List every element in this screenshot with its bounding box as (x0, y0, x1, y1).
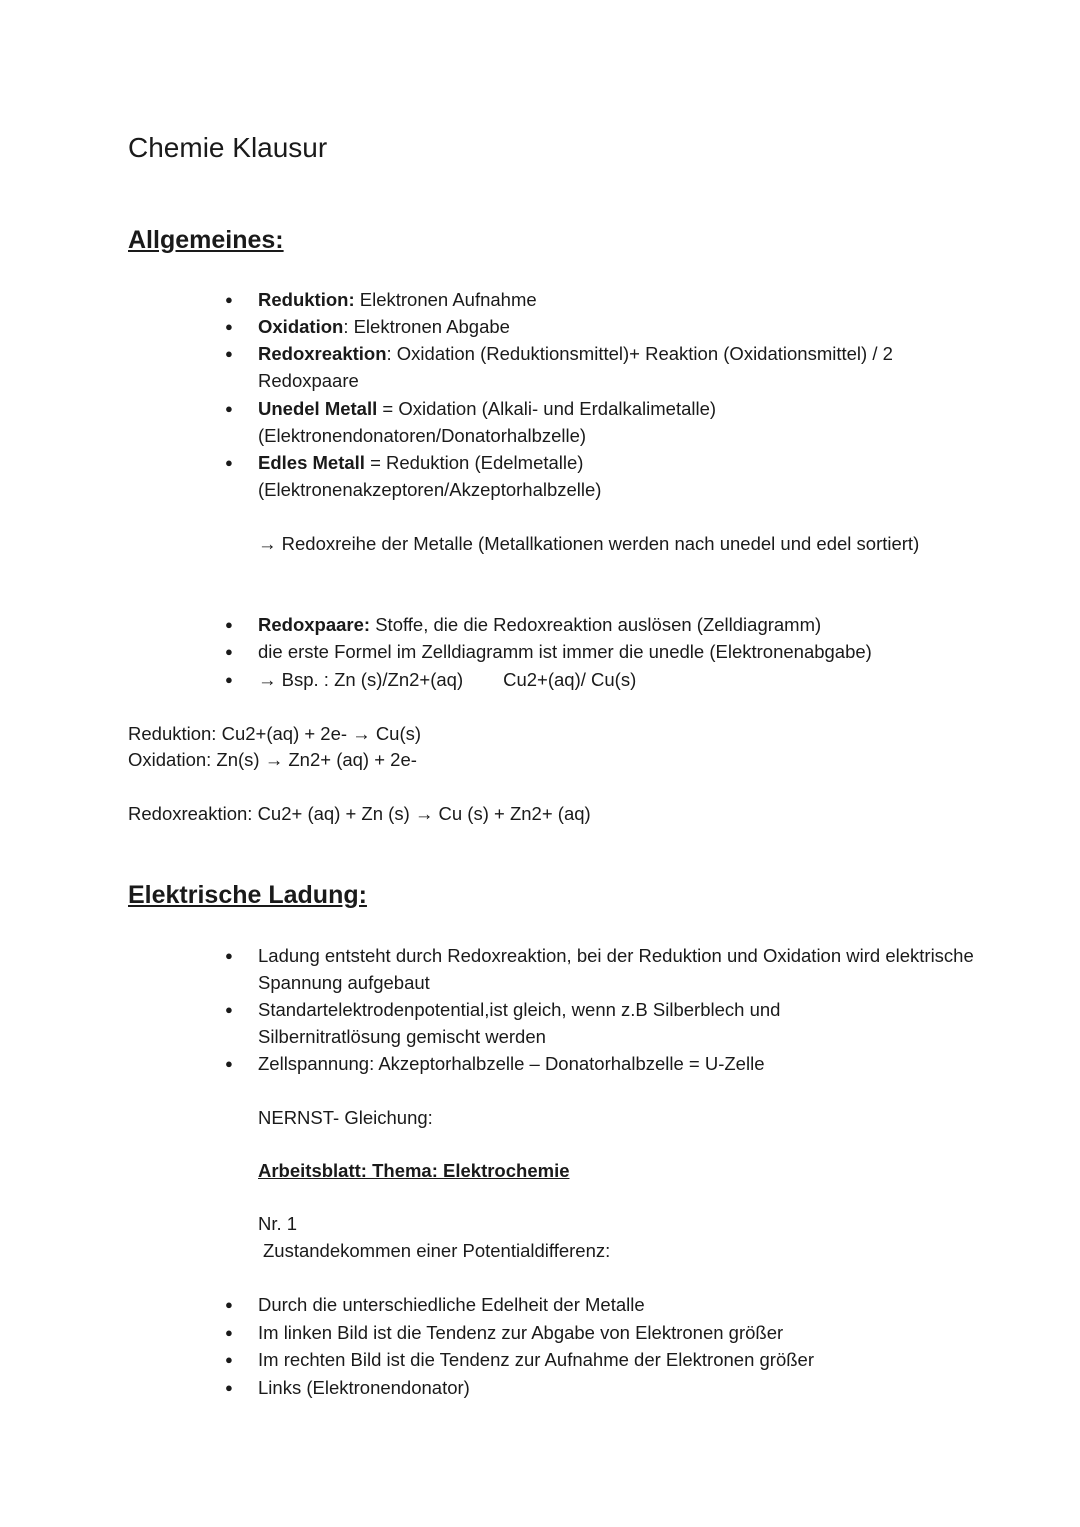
note-text: → Redoxreihe der Metalle (Metallkationen werden nach unedel und edel sortiert) (258, 533, 920, 554)
section-heading-ladung: Elektrische Ladung: (128, 881, 367, 909)
example-right: Cu2+(aq)/ Cu(s) (503, 669, 637, 690)
bullet-text: : Elektronen Abgabe (343, 316, 510, 337)
redox-equation: Redoxreaktion: Cu2+ (aq) + Zn (s) → Cu (s) + Zn2+ (aq) (128, 803, 591, 824)
task-number: Nr. 1 (258, 1213, 298, 1234)
bullet-item: ● Standartelektrodenpotential,ist gleich, wenn z.B Silberblech und Silbernitratlösung gemischt werden (258, 996, 858, 1050)
bullet-term: Oxidation (258, 316, 344, 337)
bullet-item (258, 666, 978, 693)
bullet-text: Stoffe, die die Redoxreaktion auslösen (Zelldiagramm) (370, 614, 822, 635)
bullet-item: ● Zellspannung: Akzeptorhalbzelle – Donatorhalbzelle = U-Zelle (258, 1050, 978, 1077)
bullet-term: Redoxpaare: (258, 614, 371, 635)
bullet-text: = Reduktion (Edelmetalle) (Elektronenakzeptoren/Akzeptorhalbzelle) (258, 452, 602, 500)
oxidation-equation: Oxidation: Zn(s) → Zn2+ (aq) + 2e- (128, 749, 417, 770)
bullet-term: Edles Metall (258, 452, 365, 473)
task-subtitle: Zustandekommen einer Potentialdifferenz: (263, 1240, 611, 1261)
page-title: Chemie Klausur (128, 132, 328, 163)
bullet-item (258, 313, 978, 340)
bullet-item (258, 449, 678, 503)
bullet-text: Elektronen Aufnahme (354, 289, 537, 310)
bullet-item: ● Durch die unterschiedliche Edelheit der Metalle (258, 1291, 978, 1318)
bullet-item: ● Im linken Bild ist die Tendenz zur Abgabe von Elektronen größer (258, 1319, 978, 1346)
bullet-item: ● Ladung entsteht durch Redoxreaktion, bei der Reduktion und Oxidation wird elektrische Spannung aufgebaut (258, 942, 978, 996)
reduction-equation: Reduktion: Cu2+(aq) + 2e- → Cu(s) (128, 723, 422, 744)
bullet-text: die erste Formel im Zelldiagramm ist immer die unedle (Elektronenabgabe) (258, 641, 872, 662)
bullet-term: Redoxreaktion (258, 343, 387, 364)
bullet-text: : Oxidation (Reduktionsmittel)+ Reaktion (Oxidationsmittel) / 2 Redoxpaare (258, 343, 893, 391)
nernst-label: NERNST- Gleichung: (258, 1107, 433, 1128)
bullet-item (258, 395, 798, 449)
bullet-text: = Oxidation (Alkali- und Erdalkalimetalle) (Elektronendonatoren/Donatorhalbzelle) (258, 398, 717, 446)
example-left: → Bsp. : Zn (s)/Zn2+(aq) (258, 669, 464, 690)
section-heading-allgemeines: Allgemeines: (128, 226, 284, 254)
bullet-item: ● Im rechten Bild ist die Tendenz zur Aufnahme der Elektronen größer (258, 1346, 978, 1373)
bullet-item (258, 611, 978, 638)
bullet-term: Unedel Metall (258, 398, 378, 419)
worksheet-heading: Arbeitsblatt: Thema: Elektrochemie (258, 1160, 570, 1181)
bullet-item: ● Links (Elektronendonator) (258, 1374, 978, 1401)
bullet-item (258, 638, 978, 665)
bullet-item (258, 286, 978, 313)
bullet-item (258, 340, 978, 394)
bullet-term: Reduktion: (258, 289, 355, 310)
